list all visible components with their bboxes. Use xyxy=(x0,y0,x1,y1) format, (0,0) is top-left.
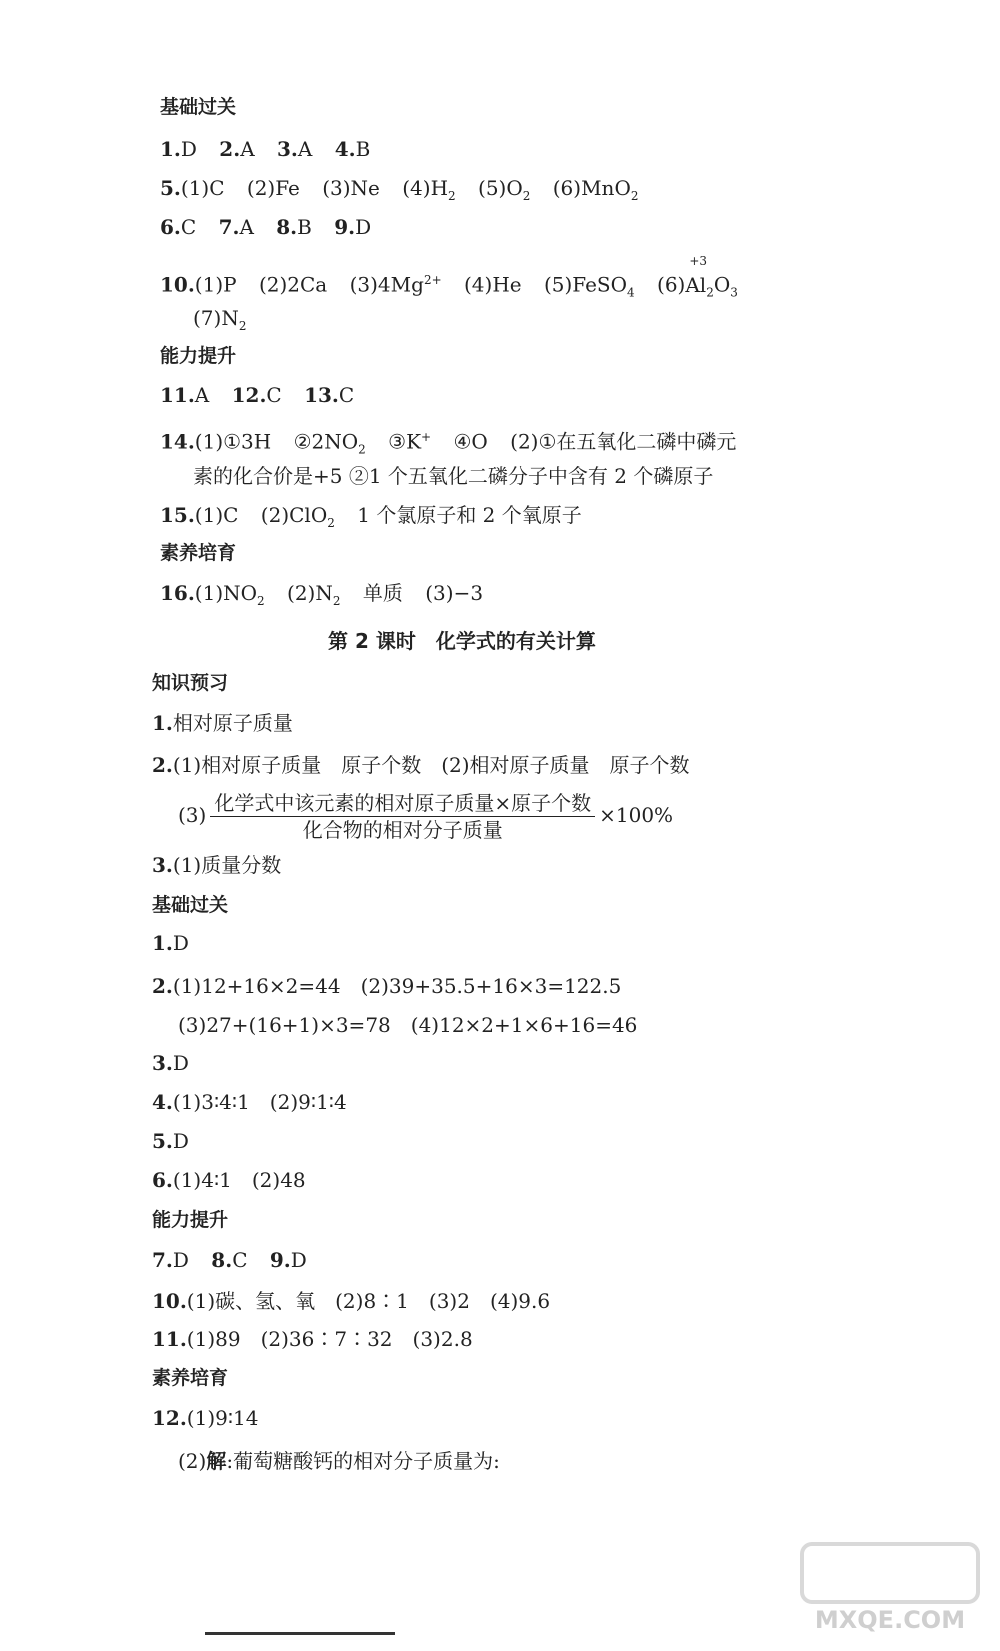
answer-line-16 xyxy=(160,580,483,614)
answer-line-b4 xyxy=(152,1089,347,1115)
q-number: 12. xyxy=(231,383,267,407)
answer: D xyxy=(172,931,189,955)
answer-line-a10 xyxy=(152,1288,550,1314)
q-number: 10. xyxy=(152,1289,187,1313)
q-number: 6. xyxy=(152,1168,173,1192)
oxidation-state: +3 xyxy=(689,253,708,268)
answer: (1)质量分数 xyxy=(172,853,282,877)
fraction-multiplier: ×100% xyxy=(599,803,674,827)
subscript: 2 xyxy=(257,594,265,608)
element-symbol: O xyxy=(713,272,731,297)
answer-part: ④O xyxy=(453,429,488,454)
q-number: 1. xyxy=(152,931,173,955)
q-number: 1. xyxy=(152,711,173,735)
q-number: 10. xyxy=(160,272,195,297)
answer-part: (2)2Ca xyxy=(258,272,328,297)
answer-line-6-9 xyxy=(160,214,371,240)
q-number: 2. xyxy=(152,974,173,998)
answer: D xyxy=(355,215,372,239)
subscript: 2 xyxy=(630,189,639,203)
part-label: (3) xyxy=(178,803,207,827)
element-symbol: Al xyxy=(685,272,707,297)
answer: 相对原子质量 xyxy=(172,711,293,735)
answer-line-a7-9 xyxy=(152,1247,307,1273)
answer: C xyxy=(266,383,282,407)
answer: D xyxy=(290,1248,307,1272)
answer-line-q12-cont xyxy=(178,1448,500,1474)
q-number: 6. xyxy=(160,215,181,239)
subscript: 2 xyxy=(448,189,456,203)
subscript: 2 xyxy=(238,319,247,333)
answer: (1)碳、氢、氧 (2)8∶1 (3)2 (4)9.6 xyxy=(186,1289,551,1313)
answer-part: (4)H xyxy=(402,176,449,200)
watermark-badge-icon xyxy=(800,1542,980,1604)
section-heading: 素养培育 xyxy=(152,1367,229,1389)
answer-line-10-cont xyxy=(193,305,246,339)
answer-part: ③K xyxy=(388,429,422,454)
answer-part: (6) xyxy=(657,272,686,297)
q-number: 7. xyxy=(152,1248,173,1272)
subscript: 2 xyxy=(327,516,335,530)
q-number: 9. xyxy=(334,215,356,239)
answer-part: ②2NO xyxy=(293,429,359,454)
part-label: (2) xyxy=(178,1449,207,1473)
oxidation-state-element xyxy=(685,253,708,298)
answer: A xyxy=(240,137,255,161)
mass-fraction-formula xyxy=(178,789,673,842)
answer: D xyxy=(172,1248,189,1272)
section-heading: 基础过关 xyxy=(160,96,237,118)
answer-line-11-13 xyxy=(160,382,354,408)
answer: (1)12+16×2=44 (2)39+35.5+16×3=122.5 xyxy=(172,974,622,998)
answer-line-b3 xyxy=(152,1050,189,1076)
subscript: 2 xyxy=(358,442,366,457)
answer-part: (3)Ne xyxy=(322,176,380,200)
answer: A xyxy=(297,137,313,161)
section-heading: 基础过关 xyxy=(152,894,229,916)
answer: B xyxy=(297,215,312,239)
answer-line-p2 xyxy=(152,752,690,778)
answer-part: (1)P xyxy=(194,272,237,297)
q-number: 9. xyxy=(269,1248,291,1272)
fraction-numerator: 化学式中该元素的相对原子质量×原子个数 xyxy=(210,791,595,817)
answer-line-p3 xyxy=(152,852,281,878)
q-number: 8. xyxy=(211,1248,233,1272)
superscript: + xyxy=(421,430,432,444)
solution-label: 解 xyxy=(206,1449,227,1473)
answer-part: (3)4Mg xyxy=(349,272,424,297)
q-number: 3. xyxy=(152,853,173,877)
q-number: 1. xyxy=(160,137,181,161)
answer: (1)89 (2)36∶7∶32 (3)2.8 xyxy=(186,1327,473,1351)
answer: B xyxy=(355,137,371,161)
answer-part: (1)NO xyxy=(194,581,258,605)
answer-part: (1)C xyxy=(180,176,225,200)
answer-line-15 xyxy=(160,502,582,536)
section-heading: 知识预习 xyxy=(152,672,229,694)
answer: A xyxy=(239,215,254,239)
watermark-logo xyxy=(800,1542,980,1647)
q-number: 5. xyxy=(160,176,181,200)
answer: (1)相对原子质量 原子个数 (2)相对原子质量 原子个数 xyxy=(172,753,690,777)
subscript: 3 xyxy=(730,285,738,300)
q-number: 4. xyxy=(152,1090,173,1114)
section-heading: 能力提升 xyxy=(152,1209,229,1231)
answer-part: (2)①在五氧化二磷中磷元 xyxy=(510,429,737,454)
answer: D xyxy=(172,1129,189,1153)
answer-part: (6)MnO xyxy=(552,176,631,200)
answer-line-1-4 xyxy=(160,136,370,162)
q-number: 5. xyxy=(152,1129,173,1153)
q-number: 16. xyxy=(160,581,195,605)
answer: (1)4∶1 (2)48 xyxy=(172,1168,306,1192)
bottom-rule xyxy=(205,1632,395,1635)
q-number: 2. xyxy=(152,753,173,777)
answer: C xyxy=(180,215,197,239)
q-number: 4. xyxy=(334,137,356,161)
answer: C xyxy=(232,1248,248,1272)
q-number: 3. xyxy=(152,1051,173,1075)
answer-line-14-cont: 素的化合价是+5 ②1 个五氧化二磷分子中含有 2 个磷原子 xyxy=(193,464,714,488)
answer-line-b2 xyxy=(152,973,621,999)
answer-part: (5)FeSO xyxy=(543,272,628,297)
answer-line-b5 xyxy=(152,1128,189,1154)
subscript: 4 xyxy=(627,285,635,300)
answer: C xyxy=(338,383,355,407)
answer-line-14 xyxy=(160,424,736,463)
q-number: 11. xyxy=(160,383,195,407)
answer: (1)3∶4∶1 (2)9∶1∶4 xyxy=(172,1090,347,1114)
answer: D xyxy=(180,137,197,161)
q-number: 12. xyxy=(152,1406,187,1430)
q-number: 11. xyxy=(152,1327,187,1351)
answer-line-a11 xyxy=(152,1326,473,1352)
answer-line-10 xyxy=(160,253,738,306)
fraction xyxy=(210,791,595,842)
q-number: 7. xyxy=(218,215,240,239)
answer-part: (4)He xyxy=(464,272,522,297)
q-number: 2. xyxy=(219,137,241,161)
q-number: 8. xyxy=(276,215,298,239)
answer-part: (7)N xyxy=(193,306,239,330)
lesson-title: 第 2 课时 化学式的有关计算 xyxy=(328,629,596,653)
answer-part: (1)C xyxy=(194,503,239,527)
subscript: 2 xyxy=(706,285,714,300)
answer-line-b1 xyxy=(152,930,189,956)
subscript: 2 xyxy=(522,189,531,203)
answer-part: (1)①3H xyxy=(194,429,272,454)
q-number: 15. xyxy=(160,503,195,527)
answer-line-q12 xyxy=(152,1405,259,1431)
answer-part: (5)O xyxy=(478,176,523,200)
subscript: 2 xyxy=(332,594,341,608)
answer-part: 单质 xyxy=(362,581,403,605)
answer-line-p1 xyxy=(152,710,293,736)
answer-part: 1 个氯原子和 2 个氧原子 xyxy=(357,503,582,527)
q-number: 13. xyxy=(304,383,339,407)
answer-part: (2)N xyxy=(287,581,333,605)
answer-line-b6 xyxy=(152,1167,306,1193)
fraction-denominator: 化合物的相对分子质量 xyxy=(302,818,503,842)
watermark-text: MXQE.COM xyxy=(814,1606,966,1634)
superscript: 2+ xyxy=(423,273,442,287)
q-number: 3. xyxy=(277,137,298,161)
answer: :葡萄糖酸钙的相对分子质量为: xyxy=(226,1449,500,1473)
answer: (1)9∶14 xyxy=(186,1406,259,1430)
section-heading: 能力提升 xyxy=(160,345,237,367)
answer: A xyxy=(194,383,210,407)
answer-part: (2)ClO xyxy=(260,503,328,527)
answer-part: (3)−3 xyxy=(425,581,484,605)
answer-part: (2)Fe xyxy=(246,176,300,200)
answer-line-b2-cont: (3)27+(16+1)×3=78 (4)12×2+1×6+16=46 xyxy=(178,1013,638,1037)
q-number: 14. xyxy=(160,429,195,454)
section-heading: 素养培育 xyxy=(160,542,237,564)
answer-line-5 xyxy=(160,175,638,209)
answer: D xyxy=(172,1051,189,1075)
